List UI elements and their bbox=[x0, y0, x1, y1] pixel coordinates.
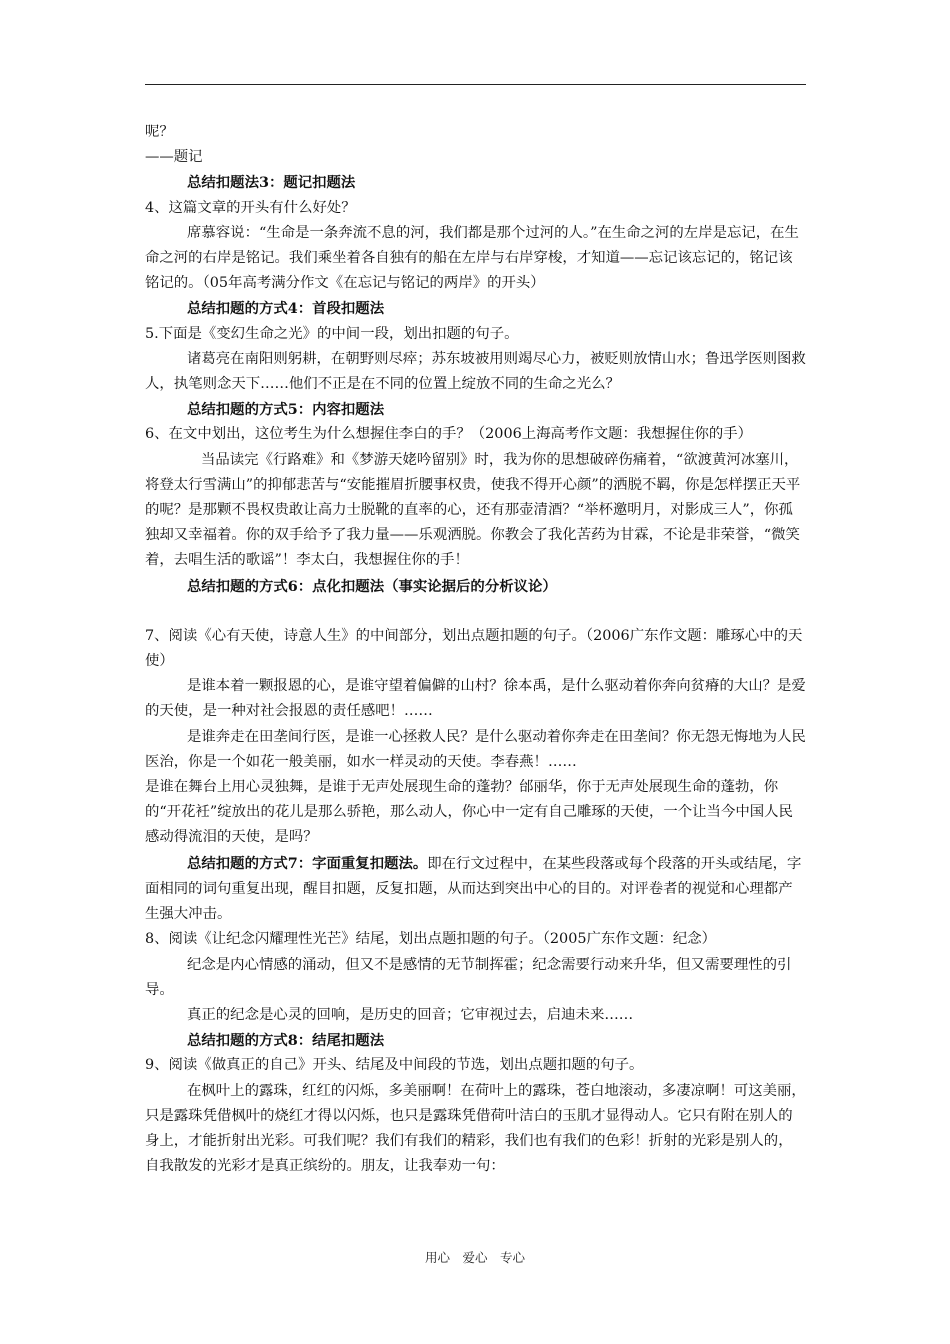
summary-heading-inline: 总结扣题的方式7：字面重复扣题法。 bbox=[187, 854, 428, 872]
summary-heading: 总结扣题的方式6：点化扣题法（事实论据后的分析议论） bbox=[187, 577, 557, 595]
question: 8、阅读《让纪念闪耀理性光芒》结尾，划出点题扣题的句子。（2005广东作文题：纪念） bbox=[145, 931, 717, 948]
blank-line bbox=[145, 599, 806, 624]
passage: 是谁本着一颗报恩的心，是谁守望着偏僻的山村？徐本禹，是什么驱动着你奔向贫瘠的大山？是爱的天使，是一种对社会报恩的责任感吧！…… bbox=[145, 678, 806, 720]
document-body bbox=[145, 120, 806, 1179]
question: 6、在文中划出，这位考生为什么想握住李白的手？（2006上海高考作文题：我想握住你的手） bbox=[145, 426, 753, 443]
passage: 席慕容说：“生命是一条奔流不息的河，我们都是那个过河的人。”在生命之河的左岸是忘记，在生命之河的右岸是铭记。我们乘坐着各自独有的船在左岸与右岸穿梭，才知道——忘记该忘记的，铭记该铭记的。（05年高考满分作文《在忘记与铭记的两岸》的开头） bbox=[145, 224, 799, 292]
passage: 纪念是内心情感的涌动，但又不是感情的无节制挥霍；纪念需要行动来升华，但又需要理性的引导。 bbox=[145, 956, 792, 998]
summary-heading: 总结扣题法3：题记扣题法 bbox=[187, 174, 356, 192]
passage: 是谁奔走在田垄间行医，是谁一心拯救人民？是什么驱动着你奔走在田垄间？你无怨无悔地为人民医治，你是一个如花一般美丽，如水一样灵动的天使。李春燕！…… bbox=[145, 728, 806, 770]
passage: 诸葛亮在南阳则躬耕，在朝野则尽瘁；苏东坡被用则竭尽心力，被贬则放情山水；鲁迅学医则图救人，执笔则念天下……他们不正是在不同的位置上绽放不同的生命之光么？ bbox=[145, 350, 806, 393]
passage: 在枫叶上的露珠，红红的闪烁，多美丽啊！在荷叶上的露珠，苍白地滚动，多凄凉啊！可这美丽，只是露珠凭借枫叶的烧红才得以闪烁，也只是露珠凭借荷叶洁白的玉肌才显得动人。它只有附在别人的身上，才能折射出光彩。可我们呢？我们有我们的精彩，我们也有我们的色彩！折射的光彩是别人的，自我散发的光彩才是真正缤纷的。朋友，让我奉劝一句： bbox=[145, 1082, 806, 1175]
passage: 是谁在舞台上用心灵独舞，是谁于无声处展现生命的蓬勃？邰丽华，你于无声处展现生命的蓬勃，你的“开花衽”绽放出的花儿是那么骄艳，那么动人，你心中一定有自己雕琢的天使，一个让当今中国人民感动得流泪的天使，是吗？ bbox=[145, 779, 793, 846]
question: 5.下面是《变幻生命之光》的中间一段，划出扣题的句子。 bbox=[145, 325, 519, 342]
summary-explanation: 即在行文过程中，在某些段落或每个段落的开头或结尾，字面相同的词句重复出现，醒目扣题，反复扣题，从而达到突出中心的目的。对评卷者的视觉和心理都产生强大冲击。 bbox=[145, 855, 802, 923]
question: 9、阅读《做真正的自己》开头、结尾及中间段的节选，划出点题扣题的句子。 bbox=[145, 1057, 644, 1074]
question: 7、阅读《心有天使，诗意人生》的中间部分，划出点题扣题的句子。（2006广东作文题：雕琢心中的天使） bbox=[145, 627, 803, 670]
summary-heading: 总结扣题的方式4：首段扣题法 bbox=[187, 300, 385, 318]
page-footer: 用心 爱心 专心 bbox=[424, 1250, 525, 1265]
passage: 当品读完《行路难》和《梦游天姥吟留别》时，我为你的思想破碎伤痛着，“欲渡黄河冰塞川，将登太行雪满山”的抑郁悲苦与“安能摧眉折腰事权贵，使我不得开心颜”的洒脱不羁，你是怎样摆正天平的呢？是那颗不畏权贵敢让高力士脱靴的直率的心，还有那壶清酒？“举杯邀明月，对影成三人”，你孤独却又幸福着。你的双手给予了我力量——乐观洒脱。你教会了我化苦药为甘霖，不论是非荣誉，“微笑着，去唱生活的歌谣”！李太白，我想握住你的手！ bbox=[145, 451, 801, 569]
summary-heading: 总结扣题的方式5：内容扣题法 bbox=[187, 401, 385, 419]
summary-heading: 总结扣题的方式8：结尾扣题法 bbox=[187, 1032, 385, 1050]
header-rule bbox=[145, 84, 806, 85]
summary-paragraph bbox=[145, 851, 806, 928]
passage: 真正的纪念是心灵的回响，是历史的回音；它审视过去，启迪未来…… bbox=[187, 1006, 634, 1023]
question: 4、这篇文章的开头有什么好处？ bbox=[145, 199, 356, 216]
text-line: 呢？ bbox=[145, 124, 174, 140]
epigraph-mark: ——题记 bbox=[145, 149, 203, 166]
